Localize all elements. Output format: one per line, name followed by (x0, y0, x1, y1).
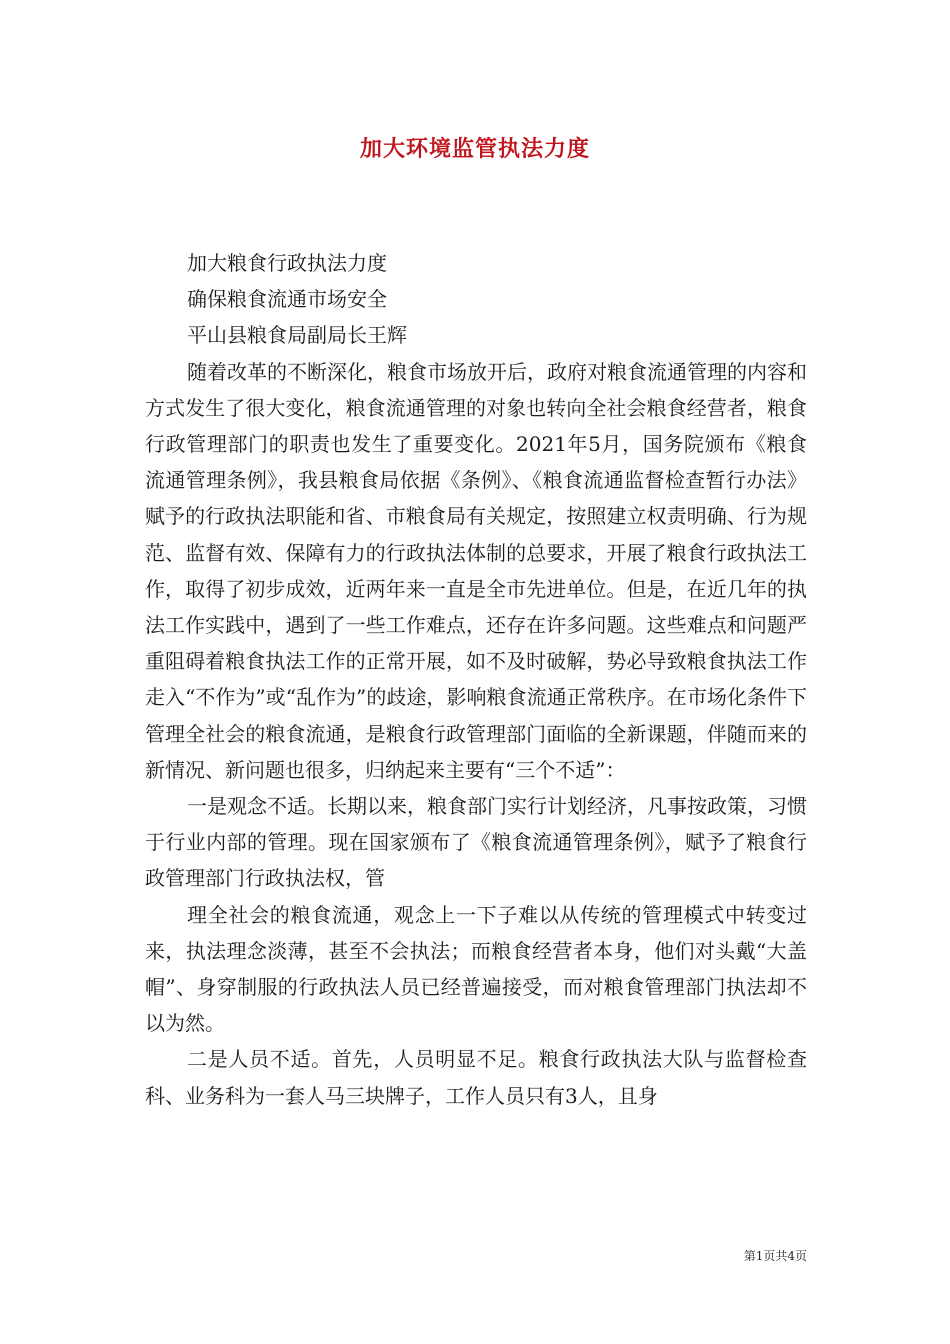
subtitle-line: 加大粮食行政执法力度 (187, 251, 387, 275)
page-number: 第1页共4页 (743, 1249, 807, 1263)
body-paragraph: 一是观念不适。长期以来，粮食部门实行计划经济，凡事按政策，习惯于行业内部的管理。现在国家颁布了《粮食流通管理条例》，赋予了粮食行政管理部门行政执法权，管 (145, 794, 807, 891)
body-paragraph: 二是人员不适。首先，人员明显不足。粮食行政执法大队与监督检查科、业务科为一套人马三块牌子，工作人员只有3人，且身 (145, 1047, 807, 1108)
author-line: 平山县粮食局副局长王辉 (187, 323, 407, 348)
document-body (145, 245, 807, 1114)
body-paragraph: 理全社会的粮食流通，观念上一下子难以从传统的管理模式中转变过来，执法理念淡薄，甚至不会执法；而粮食经营者本身，他们对头戴“大盖帽”、身穿制服的行政执法人员已经普遍接受，而对粮食管理部门执法却不以为然。 (145, 902, 807, 1036)
body-paragraph: 随着改革的不断深化，粮食市场放开后，政府对粮食流通管理的内容和方式发生了很大变化，粮食流通管理的对象也转向全社会粮食经营者，粮食行政管理部门的职责也发生了重要变化。2021年5月，国务院颁布《粮食流通管理条例》，我县粮食局依据《条例》、《粮食流通监督检查暂行办法》赋予的行政执法职能和省、市粮食局有关规定，按照建立权责明确、行为规范、监督有效、保障有力的行政执法体制的总要求，开展了粮食行政执法工作，取得了初步成效，近两年来一直是全市先进单位。但是，在近几年的执法工作实践中，遇到了一些工作难点，还存在许多问题。这些难点和问题严重阻碍着粮食执法工作的正常开展，如不及时破解，势必导致粮食执法工作走入“不作为”或“乱作为”的歧途，影响粮食流通正常秩序。在市场化条件下管理全社会的粮食流通，是粮食行政管理部门面临的全新课题，伴随而来的新情况、新问题也很多，归纳起来主要有“三个不适”： (145, 359, 807, 782)
subtitle-line: 确保粮食流通市场安全 (187, 287, 387, 312)
document-title: 加大环境监管执法力度 (359, 136, 590, 162)
